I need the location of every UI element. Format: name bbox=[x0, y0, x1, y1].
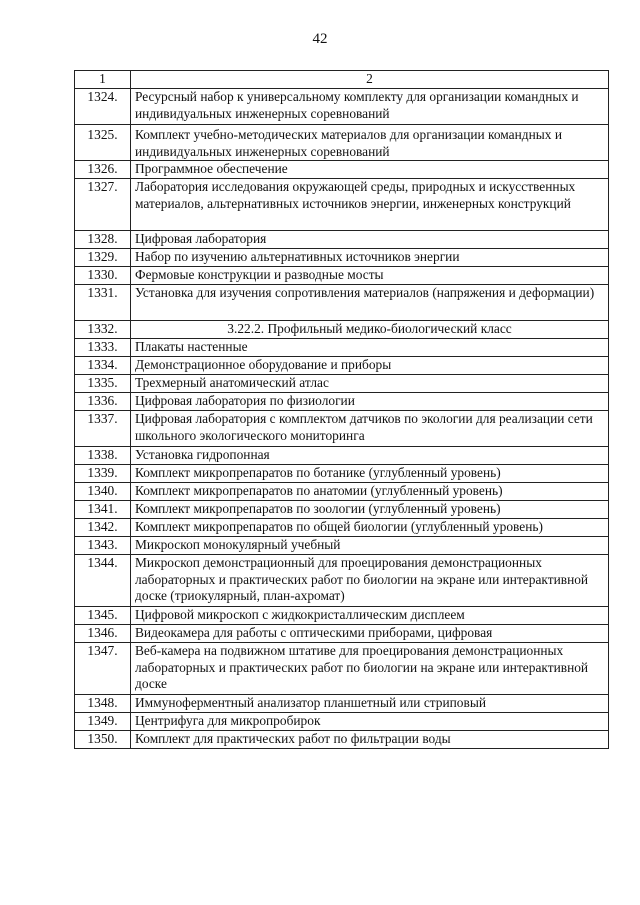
table-row bbox=[75, 375, 609, 393]
row-number: 1340. bbox=[75, 483, 131, 501]
row-number: 1350. bbox=[75, 731, 131, 749]
row-number: 1343. bbox=[75, 537, 131, 555]
row-number: 1334. bbox=[75, 357, 131, 375]
item-name: Микроскоп монокулярный учебный bbox=[131, 537, 609, 555]
table-row bbox=[75, 411, 609, 447]
item-name: Ресурсный набор к универсальному комплекту для организации командных и индивидуальных инженерных соревнований bbox=[131, 89, 609, 125]
table-row bbox=[75, 501, 609, 519]
table-row bbox=[75, 713, 609, 731]
table-row bbox=[75, 267, 609, 285]
item-name: Цифровая лаборатория с комплектом датчиков по экологии для реализации сети школьного экологического мониторинга bbox=[131, 411, 609, 447]
table-row bbox=[75, 231, 609, 249]
item-name: Программное обеспечение bbox=[131, 161, 609, 179]
table-row bbox=[75, 519, 609, 537]
item-name: Лаборатория исследования окружающей среды, природных и искусственных материалов, альтернативных источников энергии, инженерных конструкций bbox=[131, 179, 609, 231]
row-number: 1346. bbox=[75, 625, 131, 643]
table-row bbox=[75, 357, 609, 375]
table-row bbox=[75, 179, 609, 231]
item-name: Цифровая лаборатория bbox=[131, 231, 609, 249]
section-heading-row bbox=[75, 321, 609, 339]
item-name: Цифровая лаборатория по физиологии bbox=[131, 393, 609, 411]
item-name: Центрифуга для микропробирок bbox=[131, 713, 609, 731]
table-row bbox=[75, 731, 609, 749]
table-row bbox=[75, 483, 609, 501]
table-row bbox=[75, 465, 609, 483]
column-header-name: 2 bbox=[131, 71, 609, 89]
item-name: Видеокамера для работы с оптическими приборами, цифровая bbox=[131, 625, 609, 643]
row-number: 1331. bbox=[75, 285, 131, 321]
row-number: 1347. bbox=[75, 643, 131, 695]
equipment-table bbox=[74, 70, 609, 749]
row-number: 1336. bbox=[75, 393, 131, 411]
row-number: 1328. bbox=[75, 231, 131, 249]
item-name: Комплект микропрепаратов по ботанике (углубленный уровень) bbox=[131, 465, 609, 483]
column-header-number: 1 bbox=[75, 71, 131, 89]
row-number: 1335. bbox=[75, 375, 131, 393]
table-row bbox=[75, 537, 609, 555]
table-body bbox=[75, 89, 609, 749]
section-title: 3.22.2. Профильный медико-биологический класс bbox=[131, 321, 609, 339]
row-number: 1338. bbox=[75, 447, 131, 465]
item-name: Иммуноферментный анализатор планшетный или стриповый bbox=[131, 695, 609, 713]
item-name: Набор по изучению альтернативных источников энергии bbox=[131, 249, 609, 267]
row-number: 1333. bbox=[75, 339, 131, 357]
item-name: Установка гидропонная bbox=[131, 447, 609, 465]
row-number: 1349. bbox=[75, 713, 131, 731]
table-row bbox=[75, 555, 609, 607]
row-number: 1339. bbox=[75, 465, 131, 483]
row-number: 1344. bbox=[75, 555, 131, 607]
table-row bbox=[75, 285, 609, 321]
table-row bbox=[75, 339, 609, 357]
row-number: 1324. bbox=[75, 89, 131, 125]
item-name: Комплект учебно-методических материалов для организации командных и индивидуальных инженерных соревнований bbox=[131, 125, 609, 161]
row-number: 1326. bbox=[75, 161, 131, 179]
item-name: Веб-камера на подвижном штативе для проецирования демонстрационных лабораторных и практических работ по биологии на экране или интерактивной доске bbox=[131, 643, 609, 695]
row-number: 1348. bbox=[75, 695, 131, 713]
item-name: Комплект микропрепаратов по общей биологии (углубленный уровень) bbox=[131, 519, 609, 537]
row-number: 1325. bbox=[75, 125, 131, 161]
row-number: 1342. bbox=[75, 519, 131, 537]
row-number: 1341. bbox=[75, 501, 131, 519]
table-header-row bbox=[75, 71, 609, 89]
page-number: 42 bbox=[312, 31, 328, 47]
table-row bbox=[75, 607, 609, 625]
table-row bbox=[75, 393, 609, 411]
table-row bbox=[75, 625, 609, 643]
item-name: Фермовые конструкции и разводные мосты bbox=[131, 267, 609, 285]
item-name: Цифровой микроскоп с жидкокристаллическим дисплеем bbox=[131, 607, 609, 625]
table-row bbox=[75, 161, 609, 179]
table-row bbox=[75, 643, 609, 695]
row-number: 1327. bbox=[75, 179, 131, 231]
item-name: Установка для изучения сопротивления материалов (напряжения и деформации) bbox=[131, 285, 609, 321]
row-number: 1345. bbox=[75, 607, 131, 625]
item-name: Микроскоп демонстрационный для проецирования демонстрационных лабораторных и практических работ по биологии на экране или интерактивной доске (триокулярный, план-ахромат) bbox=[131, 555, 609, 607]
item-name: Комплект для практических работ по фильтрации воды bbox=[131, 731, 609, 749]
item-name: Комплект микропрепаратов по зоологии (углубленный уровень) bbox=[131, 501, 609, 519]
row-number: 1329. bbox=[75, 249, 131, 267]
item-name: Демонстрационное оборудование и приборы bbox=[131, 357, 609, 375]
row-number: 1337. bbox=[75, 411, 131, 447]
table-row bbox=[75, 125, 609, 161]
table-row bbox=[75, 249, 609, 267]
table-row bbox=[75, 695, 609, 713]
row-number: 1330. bbox=[75, 267, 131, 285]
row-number: 1332. bbox=[75, 321, 131, 339]
table-row bbox=[75, 447, 609, 465]
item-name: Трехмерный анатомический атлас bbox=[131, 375, 609, 393]
item-name: Плакаты настенные bbox=[131, 339, 609, 357]
table-row bbox=[75, 89, 609, 125]
item-name: Комплект микропрепаратов по анатомии (углубленный уровень) bbox=[131, 483, 609, 501]
